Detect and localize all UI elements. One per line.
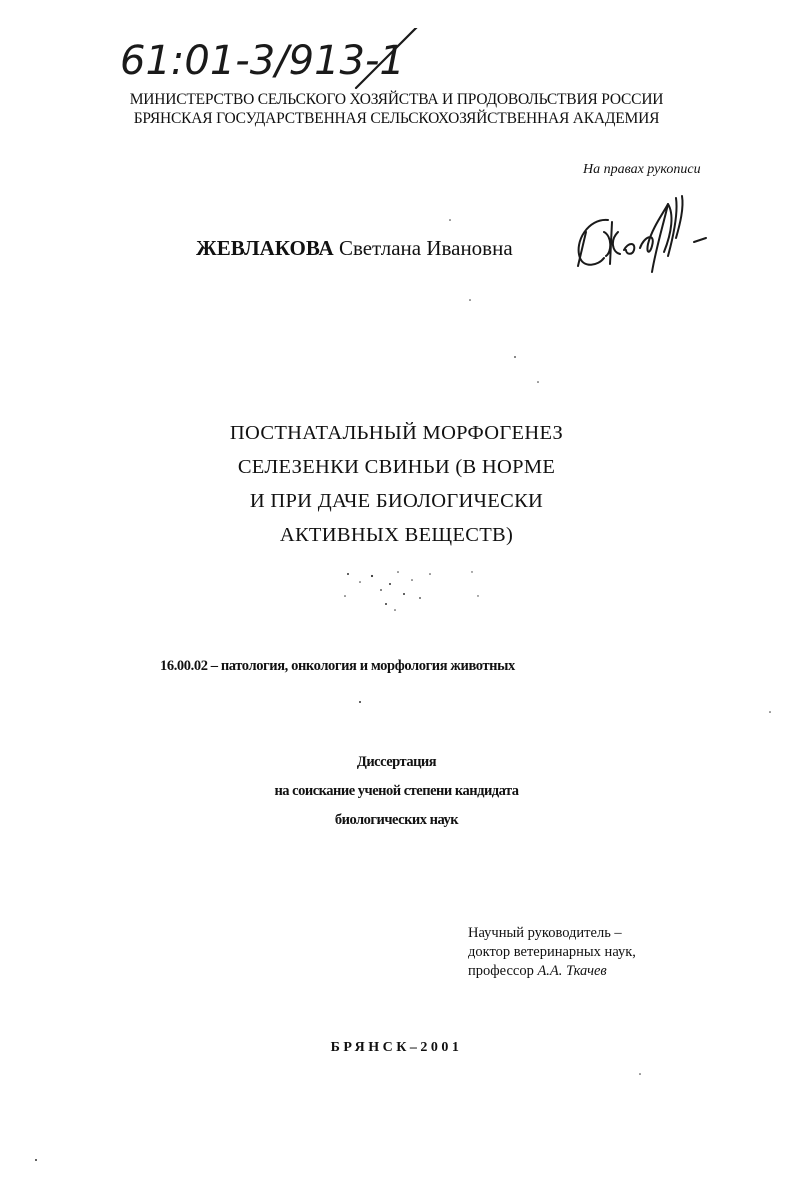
author-given-names: Светлана Ивановна [338, 236, 513, 260]
degree-line-3: биологических наук [334, 812, 459, 828]
supervisor-line-1: Научный руководитель – [468, 925, 622, 941]
title-line-4: АКТИВНЫХ ВЕЩЕСТВ) [279, 524, 514, 546]
ministry-header [0, 90, 793, 128]
degree-line-1: Диссертация [356, 754, 437, 770]
title-line-2: СЕЛЕЗЕНКИ СВИНЬИ (В НОРМЕ [237, 456, 556, 478]
author-surname: ЖЕВЛАКОВА [196, 236, 334, 260]
ministry-line-1: МИНИСТЕРСТВО СЕЛЬСКОГО ХОЗЯЙСТВА И ПРОДОВОЛЬСТВИЯ РОССИИ [129, 91, 664, 108]
author-signature [568, 192, 718, 282]
supervisor-rank: профессор [468, 963, 534, 979]
degree-statement [0, 748, 793, 835]
archive-code-text: 61:01-3/913-1 [120, 38, 405, 84]
title-line-3: И ПРИ ДАЧЕ БИОЛОГИЧЕСКИ [249, 490, 544, 512]
supervisor-block [468, 924, 636, 981]
degree-line-2: на соискание ученой степени кандидата [274, 783, 519, 799]
specialty-code: 16.00.02 – патология, онкология и морфология животных [160, 658, 515, 674]
archive-code-handwritten [118, 28, 718, 98]
supervisor-name: А.А. Ткачев [537, 963, 607, 979]
author-name [196, 236, 513, 261]
rights-note: На правах рукописи [583, 162, 701, 177]
dissertation-title [0, 416, 793, 552]
supervisor-line-3 [468, 962, 636, 981]
supervisor-line-2: доктор ветеринарных наук, [468, 944, 636, 960]
city-year: БРЯНСК–2001 [330, 1040, 463, 1055]
title-line-1: ПОСТНАТАЛЬНЫЙ МОРФОГЕНЕЗ [229, 422, 564, 444]
ministry-line-2: БРЯНСКАЯ ГОСУДАРСТВЕННАЯ СЕЛЬСКОХОЗЯЙСТВЕННАЯ АКАДЕМИЯ [133, 110, 660, 127]
